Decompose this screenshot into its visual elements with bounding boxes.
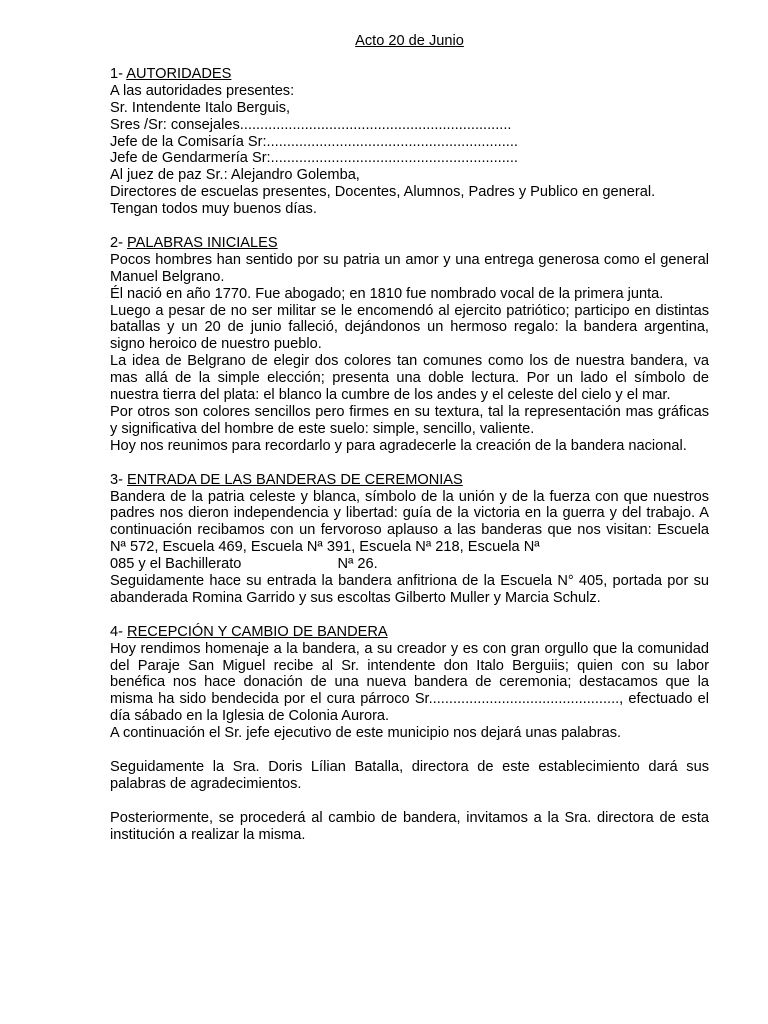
text-fragment: 085 y el Bachillerato [110,556,242,573]
section-title: ENTRADA DE LAS BANDERAS DE CEREMONIAS [127,471,463,488]
paragraph-end-line [110,556,709,573]
list-item: Al juez de paz Sr.: Alejandro Golemba, [110,167,360,184]
section-title: PALABRAS INICIALES [127,234,278,251]
paragraph: Hoy rendimos homenaje a la bandera, a su creador y es con gran orgullo que la comunidad del Paraje San Miguel recibe al Sr. intendente don Italo Berguiis; quien con su labor benéfica nos hace donación de una nueva bandera de ceremonia; destacamos que la misma ha sido bendecida por el cura párroco Sr..............................................., efectuado el día sábado en la Iglesia de Colonia Aurora. [110,640,709,725]
list-item: Jefe de Gendarmería Sr:............................................................. [110,150,518,167]
section-heading [110,66,709,83]
section-number: 1- [110,65,127,82]
section-title: RECEPCIÓN Y CAMBIO DE BANDERA [127,623,388,640]
section-autoridades [110,66,709,218]
paragraph: Luego a pesar de no ser militar se le encomendó al ejercito patriótico; participo en distintas batallas y un 20 de junio falleció, dejándonos un hermoso regalo: la bandera argentina, signo heroico de nuestro pueblo. [110,302,709,353]
blank-line [110,742,709,759]
paragraph: Seguidamente hace su entrada la bandera anfitriona de la Escuela N° 405, portada por su abanderada Romina Garrido y sus escoltas Gilberto Muller y Marcia Schulz. [110,573,709,606]
paragraph: Pocos hombres han sentido por su patria un amor y una entrega generosa como el general Manuel Belgrano. [110,251,709,285]
list-item: Jefe de la Comisaría Sr:.............................................................. [110,133,518,150]
paragraph: La idea de Belgrano de elegir dos colores tan comunes como los de nuestra bandera, va mas allá de la simple elección; presenta una doble lectura. Por un lado el símbolo de nuestra tierra del plata: el blanco la cumbre de los andes y el celeste del cielo y el mar. [110,353,709,404]
paragraph: Hoy nos reunimos para recordarlo y para agradecerle la creación de la bandera nacional. [110,437,687,454]
section-title: AUTORIDADES [126,65,232,82]
paragraph: Él nació en año 1770. Fue abogado; en 1810 fue nombrado vocal de la primera junta. [110,285,664,302]
paragraph: Bandera de la patria celeste y blanca, símbolo de la unión y de la fuerza con que nuestros padres nos dieron independencia y libertad: guía de la victoria en la guerra y del trabajo. A continuación recibamos con un fervoroso aplauso a las banderas que nos visitan: Escuela Nª 572, Escuela 469, Escuela Nª 391, Escuela Nª 218, Escuela Nª [110,488,709,556]
page-title [110,33,709,50]
section-heading [110,235,709,252]
list-item: Tengan todos muy buenos días. [110,201,317,218]
paragraph: Por otros son colores sencillos pero firmes en su textura, tal la representación mas gráficas y significativa del hombre de este suelo: simple, sencillo, valiente. [110,404,709,437]
text-fragment: Nª 26. [337,556,378,573]
document-body [110,33,709,860]
list-item: Sres /Sr: consejales................................................................... [110,116,512,133]
section-heading [110,472,709,489]
paragraph: A continuación el Sr. jefe ejecutivo de este municipio nos dejará unas palabras. [110,725,622,742]
section-palabras-iniciales [110,235,709,455]
section-heading [110,624,709,641]
paragraph: Posteriormente, se procederá al cambio de bandera, invitamos a la Sra. directora de esta institución a realizar la misma. [110,809,709,843]
section-number: 3- [110,471,128,488]
section-recepcion-cambio [110,624,709,844]
blank-line [110,793,709,810]
list-item: Directores de escuelas presentes, Docentes, Alumnos, Padres y Publico en general. [110,184,656,201]
list-item: Sr. Intendente Italo Berguis, [110,99,291,116]
section-entrada-banderas [110,472,709,607]
list-item: A las autoridades presentes: [110,82,295,99]
section-number: 4- [110,623,128,640]
section-number: 2- [110,234,128,251]
paragraph: Seguidamente la Sra. Doris Lílian Batalla, directora de este establecimiento dará sus palabras de agradecimientos. [110,759,709,792]
title-text: Acto 20 de Junio [355,33,464,49]
